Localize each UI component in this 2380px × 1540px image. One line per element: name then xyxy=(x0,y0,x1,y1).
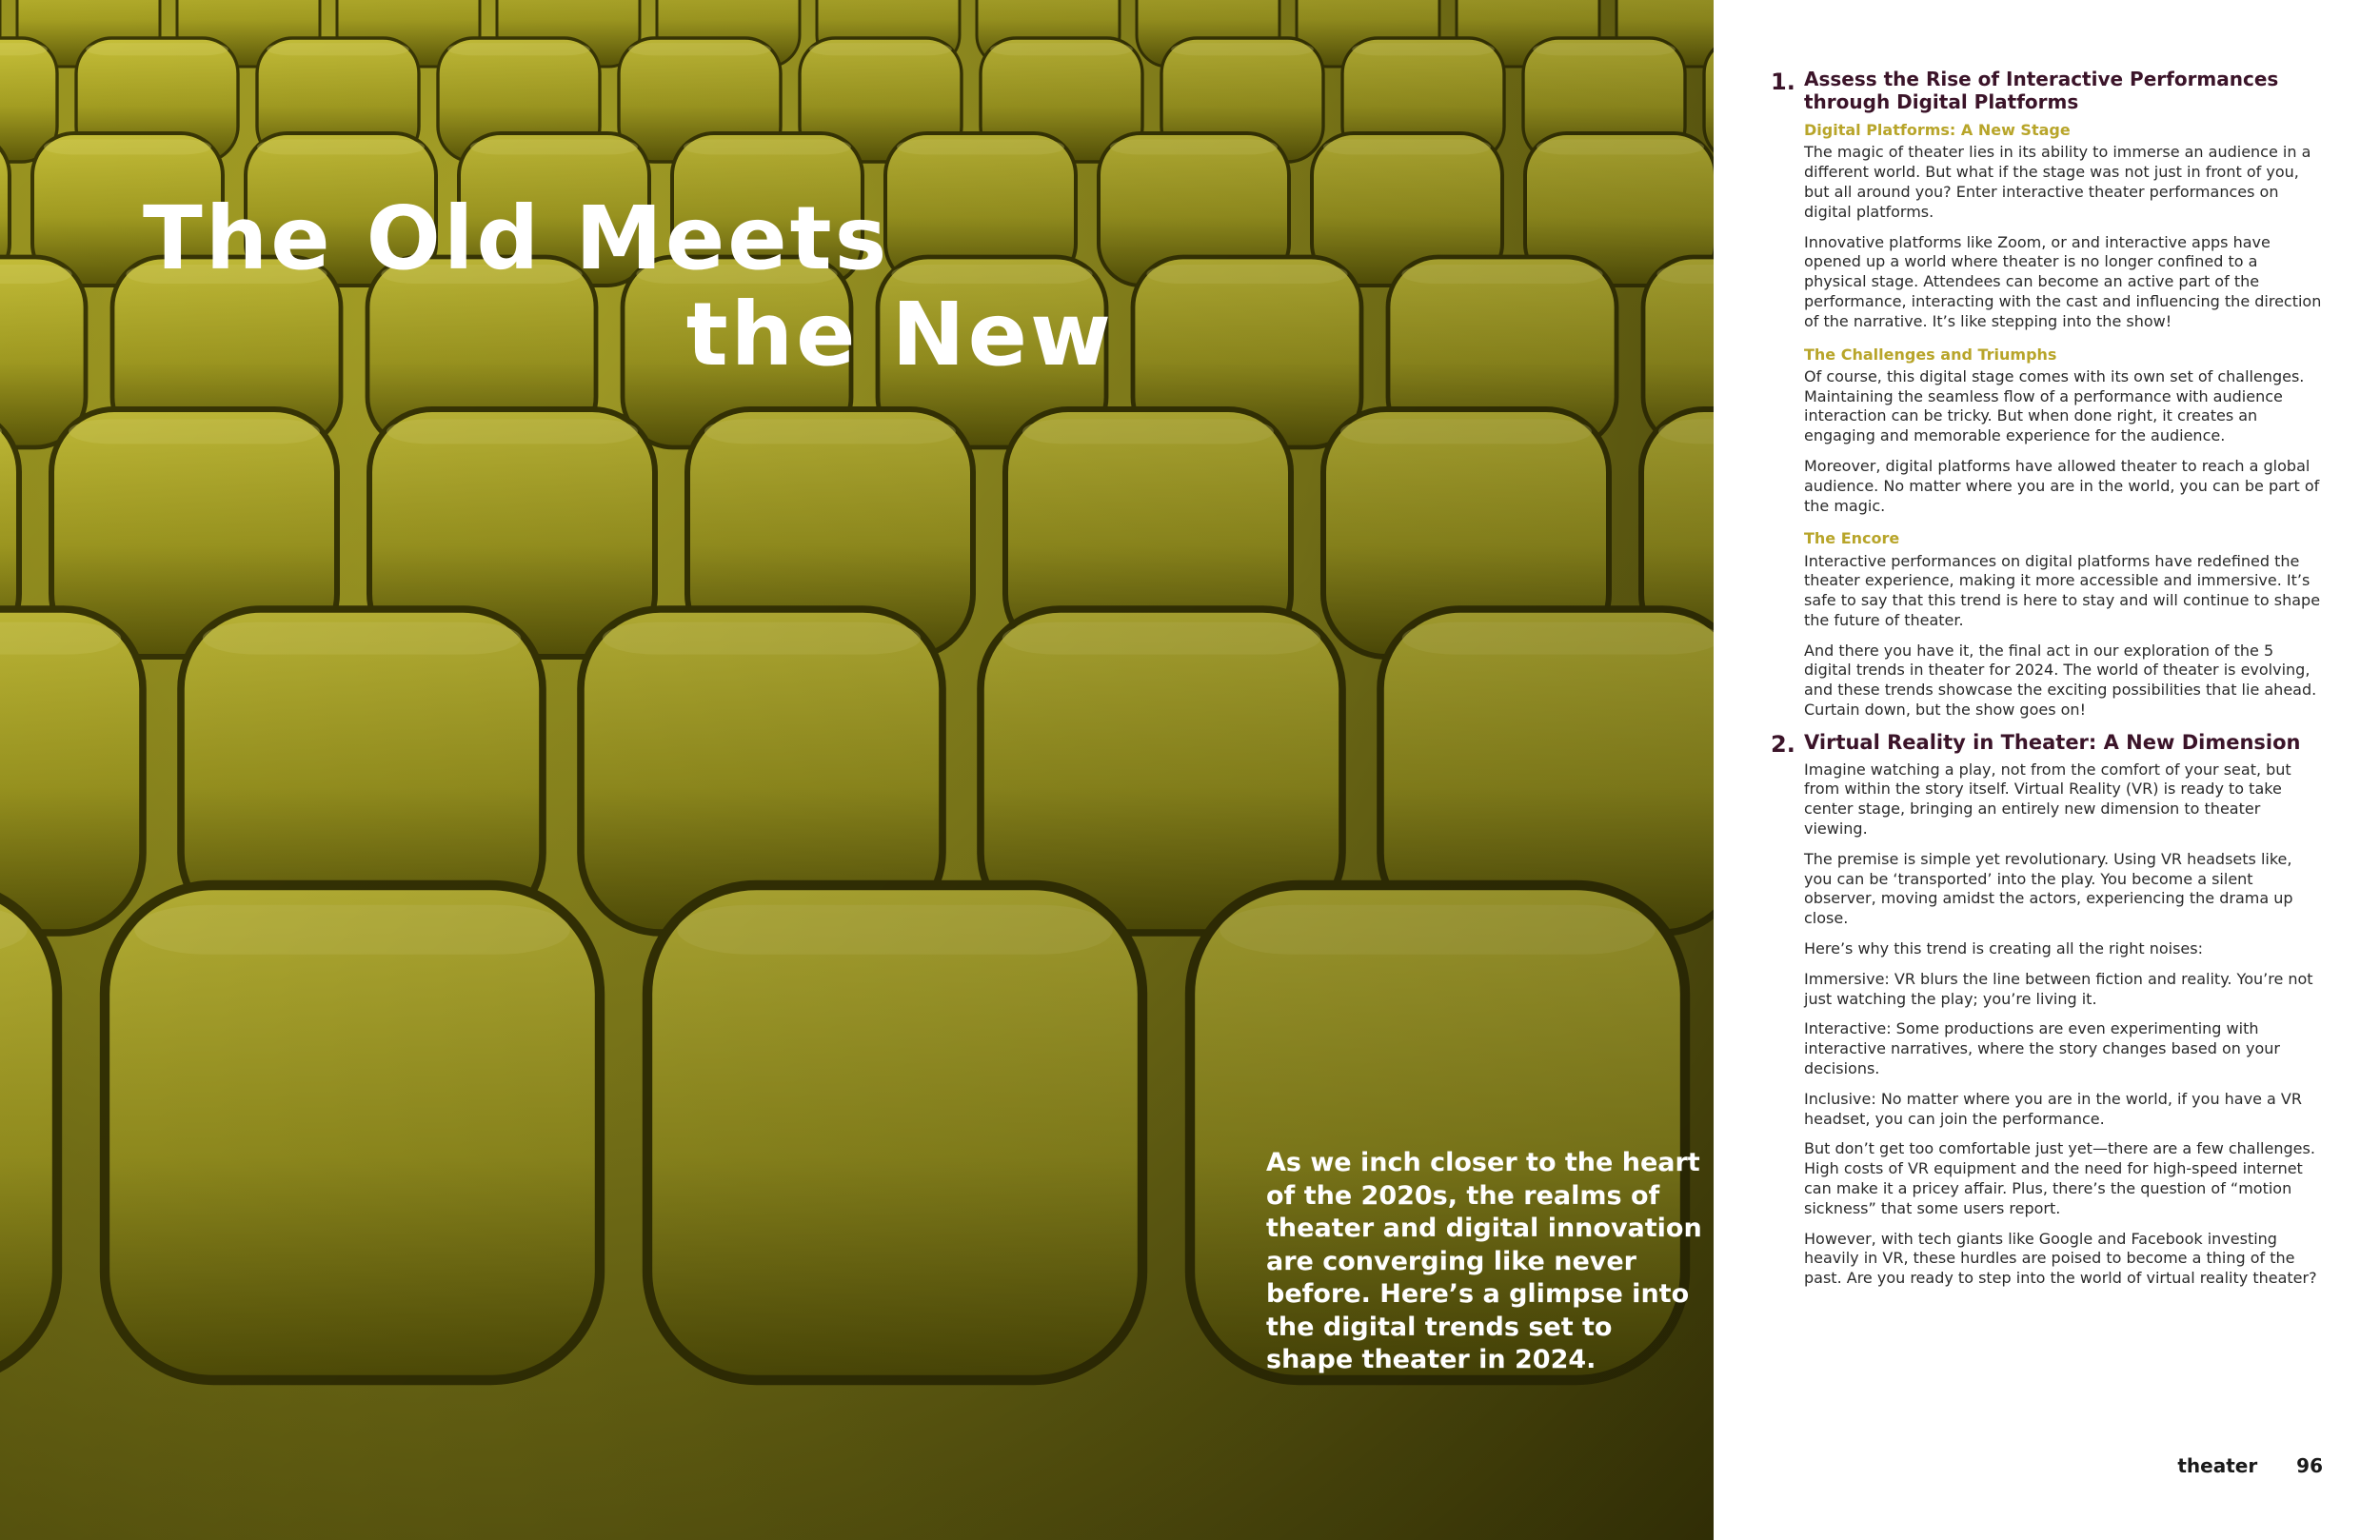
paragraph: Inclusive: No matter where you are in the world, if you have a VR headset, you can join the performance. xyxy=(1804,1089,2302,1128)
section-1-number: 1. xyxy=(1771,69,1795,95)
subheading-digital-platforms: Digital Platforms: A New Stage xyxy=(1804,121,2071,140)
lede-paragraph: As we inch closer to the heart of the 2020s, the realms of theater and digital innovation are converging like never before. Here’s a glimpse into the digital trends set to shape theater in 2024. xyxy=(1266,1148,1702,1375)
paragraph: Imagine watching a play, not from the comfort of your seat, but from within the story itself. Virtual Reality (VR) is ready to take center stage, bringing an entirely new dimension to theater viewing. xyxy=(1804,760,2291,839)
paragraph: Moreover, digital platforms have allowed theater to reach a global audience. No matter where you are in the world, you can be part of the magic. xyxy=(1804,456,2320,515)
section-1 xyxy=(1761,69,2323,721)
paragraph: The magic of theater lies in its ability to immerse an audience in a different world. But what if the stage was not just in front of you, but all around you? Enter interactive theater performances on digital platforms. xyxy=(1804,143,2311,221)
paragraph: However, with tech giants like Google and Facebook investing heavily in VR, these hurdles are poised to become a thing of the past. Are you ready to step into the world of virtual reality theater? xyxy=(1804,1229,2317,1288)
paragraph: Innovative platforms like Zoom, or and interactive apps have opened up a world where theater is no longer confined to a physical stage. Attendees can become an active part of the performance, interacting with the cast and influencing the direction of the narrative. It’s like stepping into the show! xyxy=(1804,232,2322,330)
paragraph: Here’s why this trend is creating all the right noises: xyxy=(1804,939,2203,958)
section-1-title: Assess the Rise of Interactive Performances through Digital Platforms xyxy=(1804,68,2279,113)
section-2 xyxy=(1761,731,2323,1289)
paragraph: The premise is simple yet revolutionary. Using VR headsets like, you can be ‘transported’ into the play. You become a silent observer, moving amidst the actors, experiencing the drama up close. xyxy=(1804,849,2293,928)
article-column xyxy=(1761,69,2323,1299)
paragraph: And there you have it, the final act in our exploration of the 5 digital trends in theater for 2024. The world of theater is evolving, and these trends showcase the exciting possibilities that lie ahead. Curtain down, but the show goes on! xyxy=(1804,641,2317,720)
footer-section-name: theater xyxy=(2177,1454,2258,1477)
page-footer xyxy=(2177,1454,2323,1477)
headline-line-1: The Old Meets xyxy=(143,188,890,289)
section-2-title: Virtual Reality in Theater: A New Dimension xyxy=(1804,730,2301,754)
paragraph: Interactive performances on digital platforms have redefined the theater experience, making it more accessible and immersive. It’s safe to say that this trend is here to stay and will continue to shape the future of theater. xyxy=(1804,551,2321,629)
paragraph: Interactive: Some productions are even experimenting with interactive narratives, where the story changes based on your decisions. xyxy=(1804,1019,2280,1077)
page-number: 96 xyxy=(2296,1454,2323,1477)
headline xyxy=(143,188,1123,386)
paragraph: Immersive: VR blurs the line between fiction and reality. You’re not just watching the play; you’re living it. xyxy=(1804,969,2313,1008)
subheading-challenges: The Challenges and Triumphs xyxy=(1804,345,2057,364)
paragraph: Of course, this digital stage comes with its own set of challenges. Maintaining the seamless flow of a performance with audience interaction can be tricky. But when done right, it creates an engaging and memorable experience for the audience. xyxy=(1804,366,2305,445)
headline-line-2: the New xyxy=(685,284,1114,386)
paragraph: But don’t get too comfortable just yet—there are a few challenges. High costs of VR equipment and the need for high-speed internet can make it a pricey affair. Plus, there’s the question of “motion sickness” that some users report. xyxy=(1804,1139,2315,1217)
section-2-number: 2. xyxy=(1771,730,1795,758)
subheading-encore: The Encore xyxy=(1804,529,1900,548)
